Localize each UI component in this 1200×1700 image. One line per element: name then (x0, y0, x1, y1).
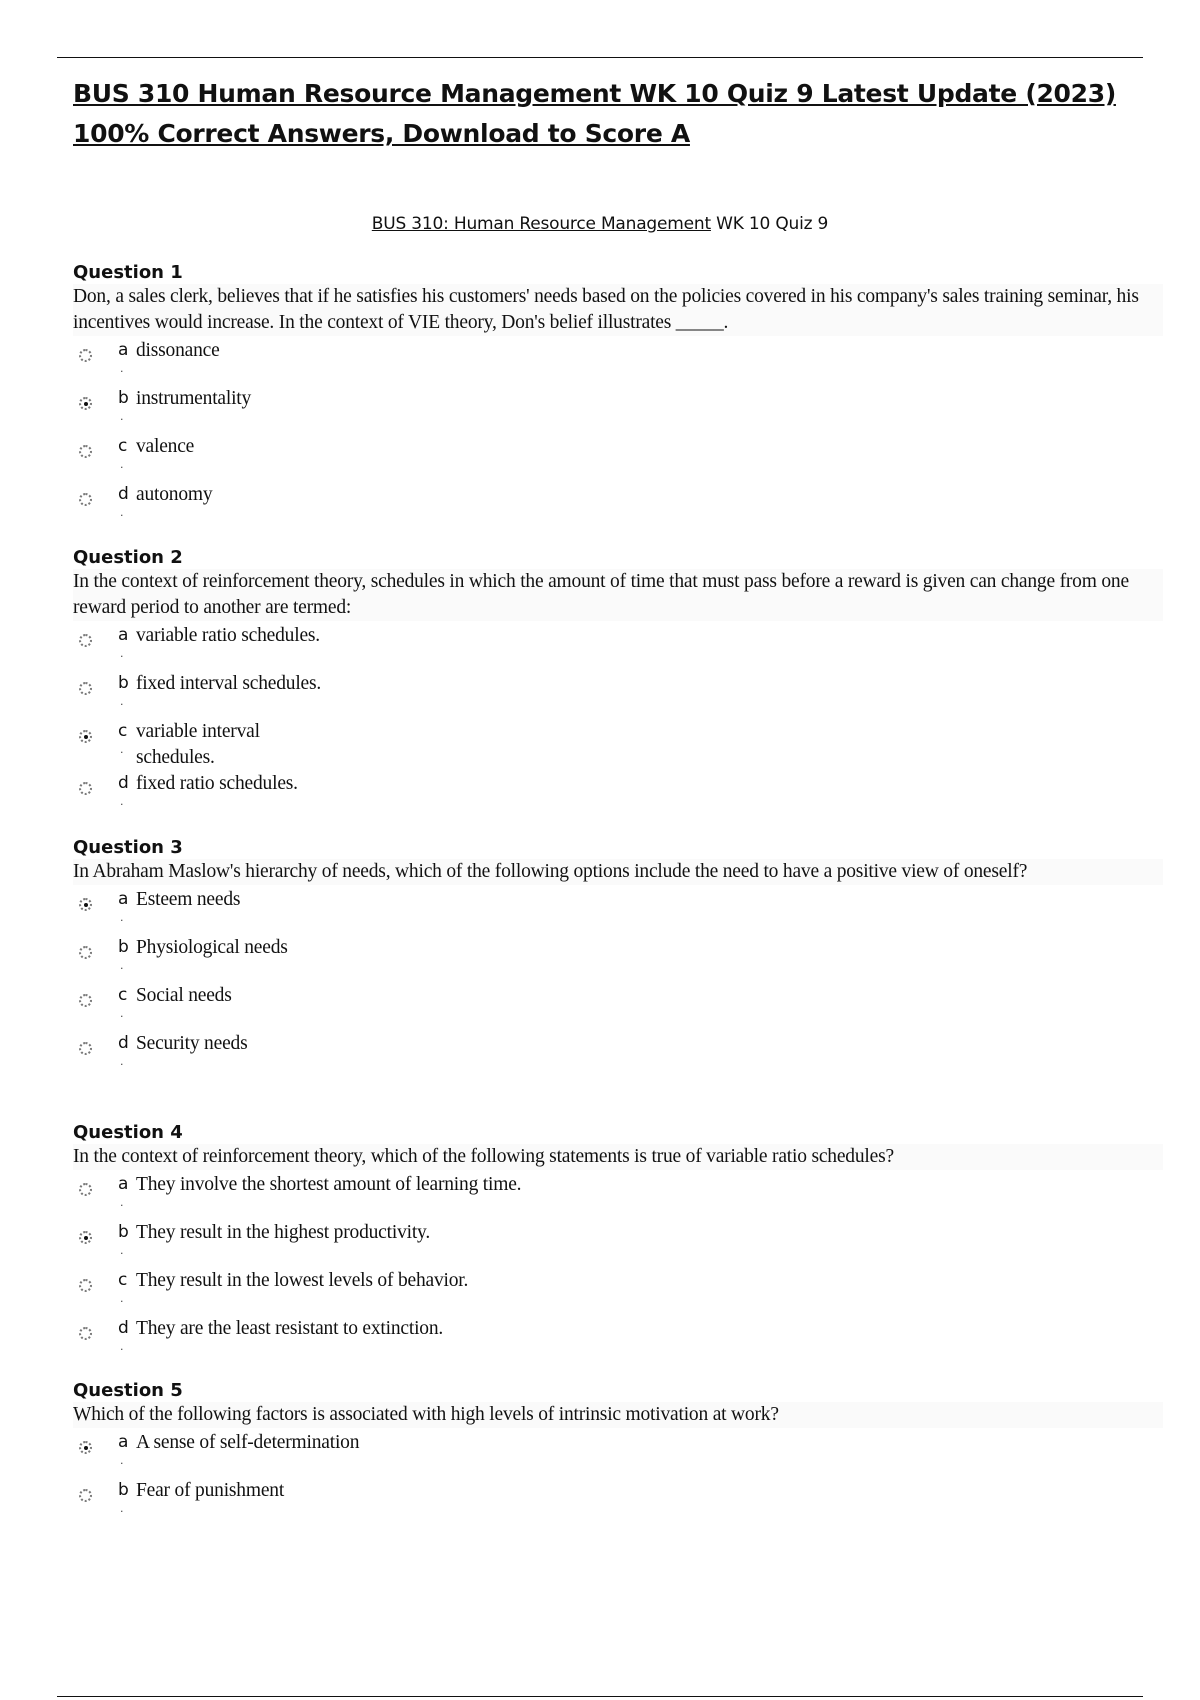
option-text: They result in the lowest levels of behavior. (136, 1270, 469, 1291)
answer-option-b[interactable] (73, 386, 1163, 434)
radio-button[interactable] (79, 782, 92, 795)
option-letter: a (118, 1432, 129, 1452)
answer-option-c[interactable] (73, 1268, 1163, 1316)
option-text: They involve the shortest amount of learning time. (136, 1174, 522, 1195)
question-label: Question 2 (73, 547, 183, 568)
question-label: Question 3 (73, 837, 183, 858)
question-block-2 (73, 547, 1163, 819)
answer-options (73, 623, 1163, 819)
radio-button[interactable] (79, 1489, 92, 1502)
document-subtitle (0, 214, 1200, 234)
option-dot: . (120, 695, 124, 708)
answer-option-a[interactable] (73, 1172, 1163, 1220)
question-text: Don, a sales clerk, believes that if he satisfies his customers' needs based on the policies covered in his company's sales training seminar, his incentives would increase. In the context of VIE theory, Don's belief illustrates _____. (73, 284, 1163, 336)
option-dot: . (120, 1244, 124, 1257)
option-letter: b (118, 388, 129, 408)
answer-option-d[interactable] (73, 1316, 1163, 1364)
question-block-5 (73, 1380, 1163, 1526)
option-dot: . (120, 647, 124, 660)
option-dot: . (120, 506, 124, 519)
radio-button-selected[interactable] (79, 1231, 92, 1244)
answer-option-a[interactable] (73, 338, 1163, 386)
radio-button[interactable] (79, 946, 92, 959)
answer-option-a[interactable] (73, 623, 1163, 671)
option-dot: . (120, 1340, 124, 1353)
option-letter: b (118, 1222, 129, 1242)
question-block-4 (73, 1122, 1163, 1364)
option-text: Social needs (136, 985, 232, 1006)
answer-option-c[interactable] (73, 983, 1163, 1031)
question-label: Question 1 (73, 262, 183, 283)
question-label: Question 4 (73, 1122, 183, 1143)
option-letter: a (118, 625, 129, 645)
option-text: fixed ratio schedules. (136, 773, 298, 794)
radio-button[interactable] (79, 682, 92, 695)
option-text: They result in the highest productivity. (136, 1222, 431, 1243)
option-letter: a (118, 1174, 129, 1194)
answer-options (73, 338, 1163, 530)
subtitle-course: BUS 310: Human Resource Management (371, 214, 711, 234)
question-block-1 (73, 262, 1163, 530)
option-text: They are the least resistant to extinction. (136, 1318, 444, 1339)
answer-option-b[interactable] (73, 1478, 1163, 1526)
option-letter: a (118, 340, 129, 360)
option-dot: . (120, 362, 124, 375)
option-letter: d (118, 1318, 129, 1338)
option-text: fixed interval schedules. (136, 673, 322, 694)
answer-option-b[interactable] (73, 671, 1163, 719)
option-text: A sense of self-determination (136, 1432, 360, 1453)
answer-option-d[interactable] (73, 1031, 1163, 1079)
option-dot: . (120, 1502, 124, 1515)
option-letter: c (118, 985, 128, 1005)
option-text: variable ratio schedules. (136, 625, 320, 646)
answer-options (73, 1430, 1163, 1526)
radio-button[interactable] (79, 634, 92, 647)
option-dot: . (120, 1292, 124, 1305)
option-letter: d (118, 773, 129, 793)
answer-option-a[interactable] (73, 1430, 1163, 1478)
radio-button[interactable] (79, 1042, 92, 1055)
option-letter: b (118, 937, 129, 957)
answer-options (73, 1172, 1163, 1364)
option-text: Esteem needs (136, 889, 241, 910)
question-text: In the context of reinforcement theory, which of the following statements is true of variable ratio schedules? (73, 1144, 1163, 1170)
bottom-rule (57, 1696, 1143, 1697)
option-dot: . (120, 959, 124, 972)
option-dot: . (120, 1007, 124, 1020)
option-letter: a (118, 889, 129, 909)
option-dot: . (120, 1055, 124, 1068)
answer-option-a[interactable] (73, 887, 1163, 935)
radio-button[interactable] (79, 493, 92, 506)
top-rule (57, 57, 1143, 58)
option-letter: b (118, 1480, 129, 1500)
option-letter: c (118, 436, 128, 456)
option-text: autonomy (136, 484, 213, 505)
answer-option-b[interactable] (73, 935, 1163, 983)
radio-button[interactable] (79, 1327, 92, 1340)
document-title: BUS 310 Human Resource Management WK 10 Quiz 9 Latest Update (2023) 100% Correct Answers, Download to Score A (73, 79, 1116, 148)
radio-button[interactable] (79, 349, 92, 362)
option-letter: d (118, 484, 129, 504)
option-text: Physiological needs (136, 937, 288, 958)
option-dot: . (120, 410, 124, 423)
option-text: instrumentality (136, 388, 252, 409)
question-text: Which of the following factors is associated with high levels of intrinsic motivation at work? (73, 1402, 1163, 1428)
radio-button-selected[interactable] (79, 898, 92, 911)
radio-button[interactable] (79, 1279, 92, 1292)
option-dot: . (120, 1454, 124, 1467)
option-dot: . (120, 911, 124, 924)
question-text: In Abraham Maslow's hierarchy of needs, which of the following options include the need to have a positive view of oneself? (73, 859, 1163, 885)
radio-button[interactable] (79, 1183, 92, 1196)
option-letter: c (118, 721, 128, 741)
answer-option-d[interactable] (73, 771, 1163, 819)
option-dot: . (120, 795, 124, 808)
answer-option-d[interactable] (73, 482, 1163, 530)
option-text: dissonance (136, 340, 220, 361)
radio-button[interactable] (79, 994, 92, 1007)
option-text: Security needs (136, 1033, 248, 1054)
option-letter: c (118, 1270, 128, 1290)
option-letter: b (118, 673, 129, 693)
question-text: In the context of reinforcement theory, schedules in which the amount of time that must pass before a reward is given can change from one reward period to another are termed: (73, 569, 1163, 621)
option-dot: . (120, 743, 124, 756)
option-text: variable interval schedules. (136, 721, 260, 768)
answer-option-b[interactable] (73, 1220, 1163, 1268)
question-label: Question 5 (73, 1380, 183, 1401)
option-dot: . (120, 1196, 124, 1209)
option-dot: . (120, 458, 124, 471)
answer-options (73, 887, 1163, 1079)
radio-button-selected[interactable] (79, 397, 92, 410)
question-block-3 (73, 837, 1163, 1079)
option-letter: d (118, 1033, 129, 1053)
option-text: valence (136, 436, 195, 457)
subtitle-quiz: WK 10 Quiz 9 (710, 214, 829, 234)
radio-button-selected[interactable] (79, 1441, 92, 1454)
radio-button-selected[interactable] (79, 730, 92, 743)
answer-option-c[interactable] (73, 434, 1163, 482)
option-text: Fear of punishment (136, 1480, 285, 1501)
radio-button[interactable] (79, 445, 92, 458)
answer-option-c[interactable] (73, 719, 1163, 771)
